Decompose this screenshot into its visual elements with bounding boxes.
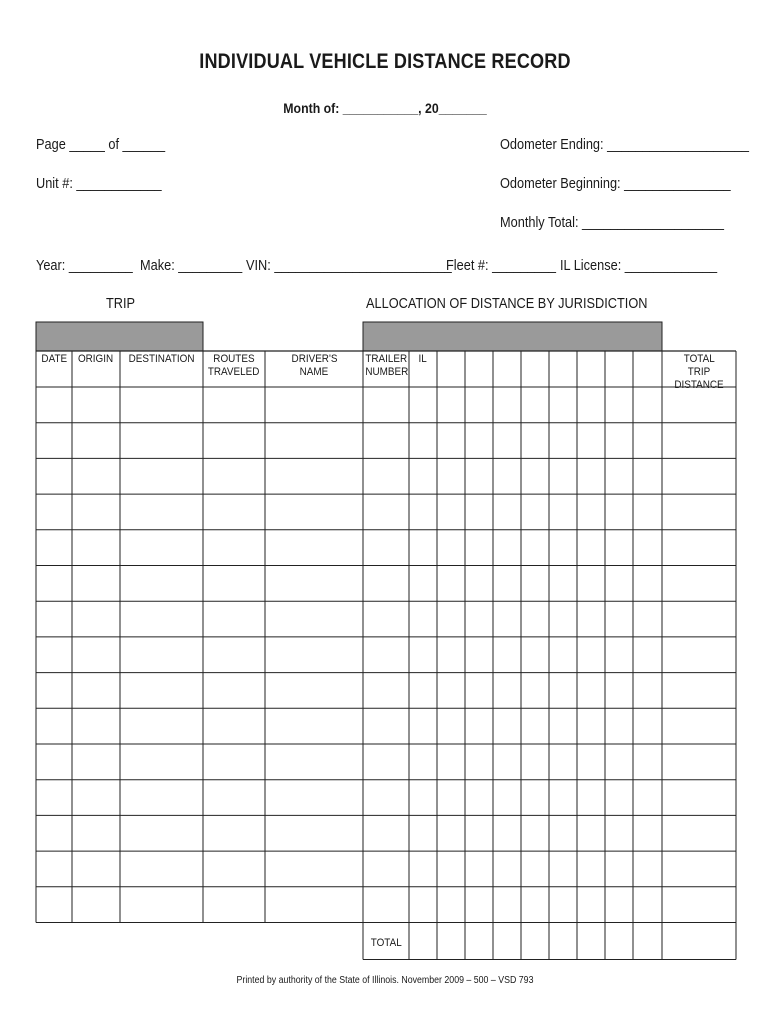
vin-field[interactable]: VIN: _________________________ — [246, 258, 452, 274]
col-header-destination: DESTINATION — [128, 353, 195, 365]
col-header-routes: ROUTES TRAVELED — [208, 353, 260, 378]
allocation-header-bar — [363, 322, 662, 351]
odometer-ending-field[interactable]: Odometer Ending: ____________________ — [500, 137, 750, 153]
odometer-beginning-field[interactable]: Odometer Beginning: _______________ — [500, 176, 731, 192]
make-field[interactable]: Make: _________ — [140, 258, 243, 274]
page-field[interactable]: Page _____ of ______ — [36, 137, 166, 153]
il-license-field[interactable]: IL License: _____________ — [560, 258, 718, 274]
col-header-driver: DRIVER'S NAME — [291, 353, 337, 378]
col-header-il: IL — [418, 353, 428, 365]
trip-header-bar — [36, 322, 203, 351]
fleet-field[interactable]: Fleet #: _________ — [446, 258, 556, 274]
col-header-origin: ORIGIN — [78, 353, 114, 365]
col-header-trailer: TRAILER NUMBER — [365, 353, 409, 378]
total-row-label: TOTAL — [370, 937, 402, 949]
monthly-total-field[interactable]: Monthly Total: ____________________ — [500, 215, 724, 231]
month-field[interactable]: Month of: ___________, 20_______ — [283, 100, 487, 116]
col-header-total-trip-distance: TOTAL TRIP DISTANCE — [674, 353, 724, 391]
allocation-section-label: ALLOCATION OF DISTANCE BY JURISDICTION — [366, 296, 648, 312]
form-title: INDIVIDUAL VEHICLE DISTANCE RECORD — [199, 50, 571, 73]
footer-note: Printed by authority of the State of Illinois. November 2009 – 500 – VSD 793 — [236, 975, 534, 986]
unit-field[interactable]: Unit #: ____________ — [36, 176, 162, 192]
trip-section-label: TRIP — [106, 296, 136, 312]
col-header-date: DATE — [41, 353, 67, 365]
year-field[interactable]: Year: _________ — [36, 258, 133, 274]
